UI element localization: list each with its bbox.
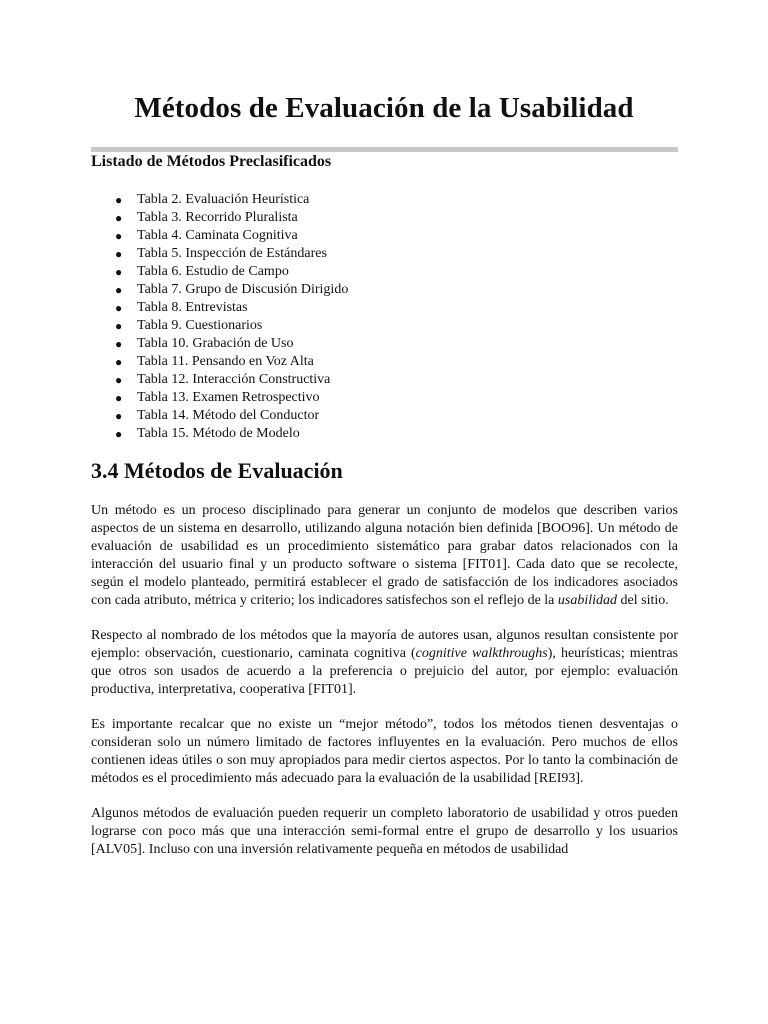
paragraph: Es importante recalcar que no existe un “mejor método”, todos los métodos tienen desventajas o consideran solo un número limitado de factores influyentes en la evaluación. Pero muchos de ellos contienen ideas útiles o son muy apropiados para medir ciertos aspectos. Por lo tanto la combinación de métodos es el procedimiento más adecuado para la evaluación de la usabilidad [REI93]. [91, 717, 678, 786]
list-item-label: Tabla 13. Examen Retrospectivo [137, 390, 320, 405]
section-heading: 3.4 Métodos de Evaluación [91, 458, 343, 483]
list-item-label: Tabla 12. Interacción Constructiva [137, 372, 331, 387]
bullet-icon: ● [115, 229, 123, 243]
list-item [115, 299, 535, 317]
list-item [115, 191, 535, 209]
list-item-label: Tabla 11. Pensando en Voz Alta [137, 354, 314, 369]
list-item-label: Tabla 5. Inspección de Estándares [137, 246, 327, 261]
bullet-icon: ● [115, 265, 123, 279]
paragraph: Algunos métodos de evaluación pueden requerir un completo laboratorio de usabilidad y otros pueden lograrse con poco más que una interacción semi-formal entre el grupo de desarrollo y los usuarios [ALV05]. Incluso con una inversión relativamente pequeña en métodos de usabilidad [91, 806, 678, 857]
list-item-label: Tabla 7. Grupo de Discusión Dirigido [137, 282, 349, 297]
list-item [115, 407, 535, 425]
bullet-icon: ● [115, 247, 123, 261]
list-item [115, 389, 535, 407]
list-item [115, 335, 535, 353]
list-item [115, 353, 535, 371]
list-item-label: Tabla 10. Grabación de Uso [137, 336, 294, 351]
page-title: Métodos de Evaluación de la Usabilidad [134, 92, 634, 124]
list-item-label: Tabla 4. Caminata Cognitiva [137, 228, 298, 243]
list-item-label: Tabla 6. Estudio de Campo [137, 264, 289, 279]
list-item-label: Tabla 2. Evaluación Heurística [137, 192, 310, 207]
paragraph-text: del sitio. [617, 593, 669, 608]
bullet-icon: ● [115, 427, 123, 441]
title-divider [91, 147, 678, 152]
bullet-icon: ● [115, 391, 123, 405]
bullet-icon: ● [115, 193, 123, 207]
list-item [115, 245, 535, 263]
list-item-label: Tabla 15. Método de Modelo [137, 426, 300, 441]
list-item [115, 281, 535, 299]
paragraph-text: Respecto al nombrado de los métodos que la mayoría de autores usan, algunos resultan consistente por ejemplo: observación, cuestionario, caminata cognitiva ( [91, 628, 678, 661]
bullet-icon: ● [115, 337, 123, 351]
paragraph-italic: usabilidad [557, 593, 618, 608]
bullet-icon: ● [115, 319, 123, 333]
paragraph-italic: cognitive walkthroughs [415, 646, 548, 661]
paragraph [91, 502, 678, 610]
list-item-label: Tabla 3. Recorrido Pluralista [137, 210, 298, 225]
bullet-icon: ● [115, 301, 123, 315]
paragraph [91, 627, 678, 699]
bullet-icon: ● [115, 283, 123, 297]
list-item [115, 263, 535, 281]
list-item-label: Tabla 9. Cuestionarios [137, 318, 263, 333]
list-item-label: Tabla 8. Entrevistas [137, 300, 248, 315]
list-item [115, 209, 535, 227]
bullet-icon: ● [115, 211, 123, 225]
bullet-icon: ● [115, 373, 123, 387]
methods-list [115, 191, 535, 443]
bullet-icon: ● [115, 355, 123, 369]
body-text [91, 502, 678, 876]
list-item [115, 227, 535, 245]
list-item [115, 371, 535, 389]
paragraph-text: ), heurísticas; mientras que otros son usados de acuerdo a la preferencia o prejuicio del autor, por ejemplo: evaluación productiva, interpretativa, cooperativa [FIT01]. [91, 646, 678, 697]
subheading: Listado de Métodos Preclasificados [91, 153, 332, 170]
list-item [115, 317, 535, 335]
bullet-icon: ● [115, 409, 123, 423]
list-item-label: Tabla 14. Método del Conductor [137, 408, 320, 423]
list-item [115, 425, 535, 443]
paragraph-text: Un método es un proceso disciplinado para generar un conjunto de modelos que describen varios aspectos de un sistema en desarrollo, utilizando alguna notación bien definida [BOO96]. Un método de evaluación de usabilidad es un procedimiento sistemático para grabar datos relacionados con la interacción del usuario final y un producto software o sistema [FIT01]. Cada dato que se recolecte, según el modelo planteado, permitirá establecer el grado de satisfacción de los indicadores asociados con cada atributo, métrica y criterio; los indicadores satisfechos son el reflejo de la [91, 503, 678, 608]
